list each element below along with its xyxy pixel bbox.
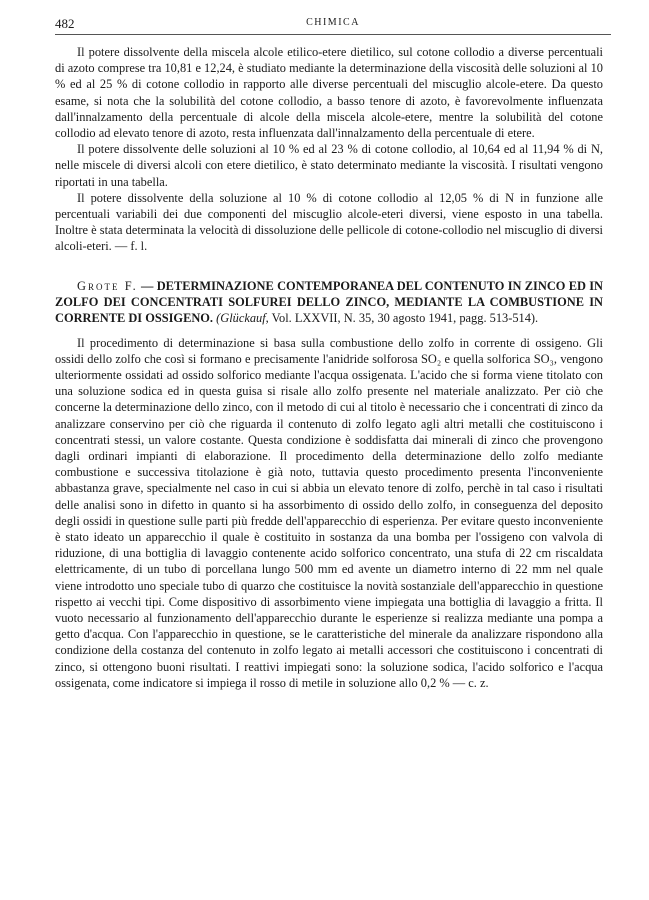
article-author: Grote F. [77, 279, 138, 293]
review-1-paragraph: Il potere dissolvente della soluzione al 10 % di cotone collodio al 12,05 % di N in funzione alle percentuali variabili dei due componenti del miscuglio alcole-eteri diversi, viene esposto in una tabella. Inoltre è stata determinata la velocità di dissoluzione delle pellicole di cotone-collodio nel miscuglio di diversi alcoli-eteri. — f. l. [55, 190, 603, 254]
review-2-paragraph: Il procedimento di determinazione si basa sulla combustione dello zolfo in corrente di ossigeno. Gli ossidi dello zolfo che così si formano e precisamente l'anidride solforosa SO₂ e quella solforica SO₃, vengono ulteriormente ossidati ad ossido solforico mediante l'acqua ossigenata. L'acido che si forma viene titolato con una soluzione sodica ed in questa guisa si risale allo zolfo presente nel materiale analizzato. Per ciò che concerne la determinazione dello zinco, con il metodo di cui al titolo è necessario che i concentrati di zinco da analizzare conservino per ciò che riguarda il contenuto di zolfo legato agli altri metalli che costituiscono i concentrati stessi, un valore costante. Questa condizione è soddisfatta dai minerali di zinco che provengono dagli ordinari impianti di elaborazione. Il procedimento della determinazione dello zolfo mediante combustione e successiva titolazione è già noto, tuttavia questo procedimento presenta l'inconveniente abbastanza grave, specialmente nel caso in cui si abbia un elevato tenore di zolfo, perchè in tal caso i risultati delle analisi sono in difetto in quanto si ha assorbimento di ossido dello zolfo, in conseguenza del deposito degli ossidi in questione sulle parti più fredde dell'apparecchio di esperienza. Per evitare questo inconveniente è stato ideato un apparecchio il quale è costituito in sostanza da una bomba per l'ossigeno con valvola di riduzione, di una bottiglia di lavaggio contenente acido solforico concentrato, una stufa di 22 cm riscaldata elettricamente, di un tubo di porcellana lungo 500 mm ed avente un diametro interno di 22 mm nel quale viene introdotto uno speciale tubo di quarzo che costituisce la novità sostanziale dell'apparecchio in questione rispetto ai vecchi tipi. Come dispositivo di assorbimento viene impiegata una bottiglia di lavaggio a fritta. Il vuoto necessario al funzionamento dell'apparecchio durante le esperienze si realizza mediante una pompa a getto d'acqua. Con l'apparecchio in questione, se le caratteristiche del minerale da analizzare rispondono alla condizione della costanza del contenuto in zolfo legato ai metalli accessori che costituiscono i concentrati di zinco, si ottengono buoni risultati. I reattivi impiegati sono: la soluzione sodica, l'acido solforico e l'acqua ossigenata, come indicatore si impiega il rosso di metile in soluzione allo 0,2 % — c. z. [55, 335, 603, 690]
article-citation: Vol. LXXVII, N. 35, 30 agosto 1941, pagg. 513-514). [271, 311, 539, 326]
review-2 [55, 278, 603, 691]
page-header [55, 14, 611, 36]
page-number: 482 [55, 16, 75, 31]
article-title: — DETERMINAZIONE CONTEMPORANEA DEL CONTENUTO IN ZINCO ED IN ZOLFO DEI CONCENTRATI SOLFUREI DELLO ZINCO, MEDIANTE LA COMBUSTIONE IN CORRENTE DI OSSIGENO. [55, 279, 603, 326]
running-title: CHIMICA [306, 17, 360, 28]
review-1-paragraph: Il potere dissolvente della miscela alcole etilico-etere dietilico, sul cotone collodio a diverse percentuali di azoto comprese tra 10,81 e 12,24, è studiato mediante la determinazione della viscosità delle soluzioni al 10 % ed al 25 % di cotone collodio in rapporto alle diverse percentuali del miscuglio alcole-etere. Da questo esame, si nota che la solubilità del cotone collodio, a basso tenore di azoto, è favorevolmente influenzata dall'innalzamento della percentuale di alcole della miscela alcole-etere, mentre la solubilità del cotone collodio ad elevato tenore di azoto, resta influenzata dall'innalzamento della percentuale di etere. [55, 45, 603, 141]
review-1 [55, 44, 603, 255]
header-rule [55, 34, 611, 35]
article-heading [55, 278, 603, 327]
article-source: (Glückauf, [216, 311, 269, 326]
review-1-paragraph: Il potere dissolvente delle soluzioni al 10 % ed al 23 % di cotone collodio, al 10,64 ed al 11,94 % di N, nelle miscele di diversi alcoli con etere dietilico, è stato determinato mediante la viscosità. I risultati vengono riportati in una tabella. [55, 142, 603, 189]
